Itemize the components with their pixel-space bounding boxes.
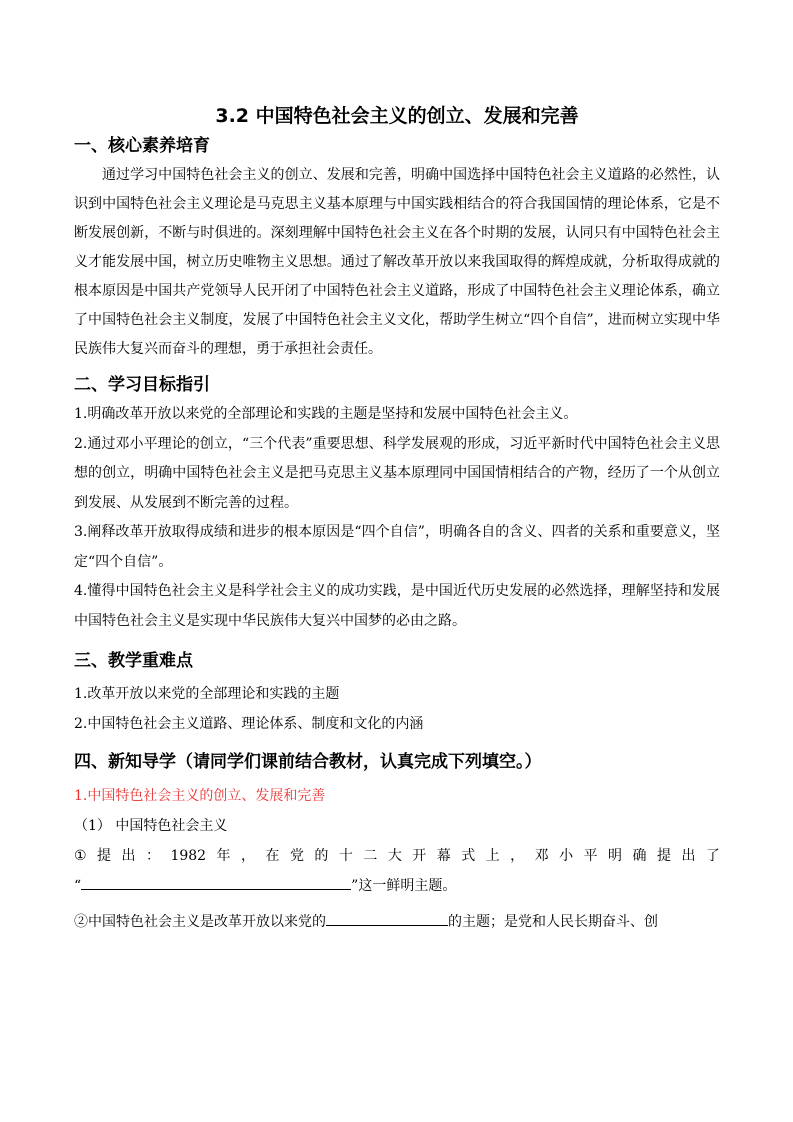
fill-line-1-char: 小 (559, 848, 574, 864)
fill-line-1-char: ① (74, 848, 87, 864)
section-heading-preview: 四、新知导学（请同学们课前结合教材，认真完成下列填空。） (74, 752, 542, 772)
fill-line-1-char: 在 (265, 848, 280, 864)
learning-goal-item-4: 4.懂得中国特色社会主义是科学社会主义的成功实践，是中国近代历史发展的必然选择，理解坚持和发展中国特色社会主义是实现中华民族伟大复兴中国梦的必由之路。 (74, 583, 720, 629)
page-title: 3.2 中国特色社会主义的创立、发展和完善 (215, 105, 579, 127)
section-heading-key-points: 三、教学重难点 (74, 651, 193, 671)
fill-line-2 (74, 871, 720, 901)
key-point-item-2: 2.中国特色社会主义道路、理论体系、制度和文化的内涵 (74, 715, 424, 732)
fill-line-1-char: 邓 (534, 848, 549, 864)
section-heading-core-literacy: 一、核心素养培育 (74, 136, 210, 156)
fill-line-1 (74, 841, 720, 871)
fill-line-1-char: 年 (216, 848, 231, 864)
fill-line-2-text: ”这一鲜明主题。 (351, 878, 457, 894)
section-heading-learning-goals: 二、学习目标指引 (74, 375, 210, 395)
fill-line-1-char: 二 (363, 848, 378, 864)
open-quote: “ (74, 878, 82, 894)
fill-line-1-char: 开 (412, 848, 427, 864)
fill-line-1-char: 1982 (170, 848, 207, 864)
fill-line-1-char: 党 (289, 848, 304, 864)
fill-line-3-text-before: ②中国特色社会主义是改革开放以来党的 (74, 914, 326, 930)
fill-line-3 (74, 907, 720, 937)
key-point-item-1: 1.改革开放以来党的全部理论和实践的主题 (74, 686, 340, 702)
fill-line-1-char: 出 (121, 848, 136, 864)
fill-line-1-char: 式 (461, 848, 476, 864)
fill-line-3-text-after: 的主题；是党和人民长期奋斗、创 (448, 914, 658, 930)
answer-blank-1[interactable] (81, 875, 351, 890)
fill-line-1-char: 的 (314, 848, 329, 864)
fill-line-1-char: 提 (656, 848, 671, 864)
core-literacy-paragraph: 通过学习中国特色社会主义的创立、发展和完善，明确中国选择中国特色社会主义道路的必然性，认识到中国特色社会主义理论是马克思主义基本原理与中国实践相结合的符合我国国情的理论体系，它是不断发展创新，不断与时俱进的。深刻理解中国特色社会主义在各个时期的发展，认同只有中国特色社会主义才能发展中国，树立历史唯物主义思想。通过了解改革开放以来我国取得的辉煌成就，分析取得成就的根本原因是中国共产党领导人民开闭了中国特色社会主义道路，形成了中国特色社会主义理论体系，确立了中国特色社会主义制度，发展了中国特色社会主义文化，帮助学生树立“四个自信”，进而树立实现中华民族伟大复兴而奋斗的理想，勇于承担社会责任。 (74, 167, 720, 357)
preview-sub-item-1: （1） 中国特色社会主义 (74, 818, 228, 834)
fill-line-1-char: 出 (681, 848, 696, 864)
fill-line-1-char: 上 (485, 848, 500, 864)
learning-goal-item-1: 1.明确改革开放以来党的全部理论和实践的主题是坚持和发展中国特色社会主义。 (74, 406, 578, 422)
fill-line-1-char: 平 (583, 848, 598, 864)
fill-line-1-char: 大 (387, 848, 402, 864)
answer-blank-2[interactable] (326, 911, 448, 926)
fill-line-1-char: 幕 (436, 848, 451, 864)
fill-line-1-char: ， (510, 848, 525, 864)
fill-line-1-char: 提 (97, 848, 112, 864)
learning-goal-item-3: 3.阐释改革开放取得成绩和进步的根本原因是“四个自信”，明确各自的含义、四者的关系和重要意义，坚定“四个自信”。 (74, 524, 720, 570)
preview-subheading: 1.中国特色社会主义的创立、发展和完善 (74, 788, 326, 804)
fill-line-1-char: ， (241, 848, 256, 864)
fill-line-1-char: 十 (338, 848, 353, 864)
fill-line-1-char: ： (145, 848, 160, 864)
document-body (74, 101, 720, 937)
learning-goal-item-2: 2.通过邓小平理论的创立，“三个代表”重要思想、科学发展观的形成，习近平新时代中国特色社会主义思想的创立，明确中国特色社会主义是把马克思主义基本原理同中国国情相结合的产物，经历了一个从创立到发展、从发展到不断完善的过程。 (74, 435, 720, 511)
fill-line-1-char: 确 (632, 848, 647, 864)
fill-line-1-char: 明 (608, 848, 623, 864)
fill-line-1-char: 了 (705, 848, 720, 864)
